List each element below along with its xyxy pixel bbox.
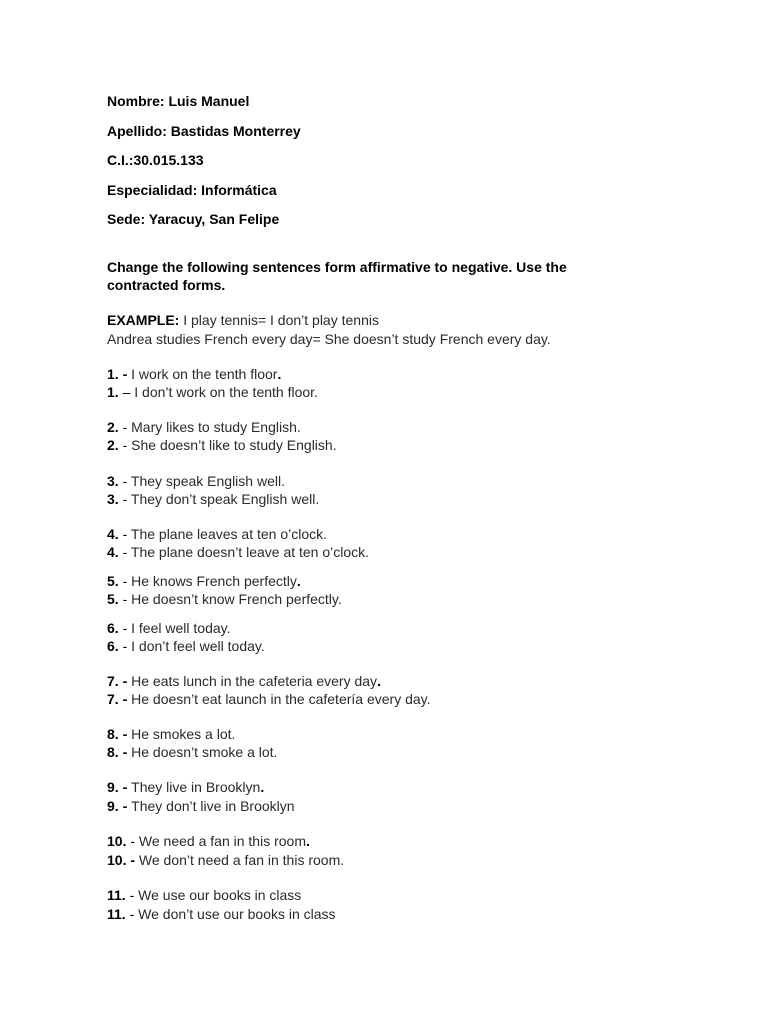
exercise-number: 4. [107, 526, 119, 542]
field-ci: C.I.:30.015.133 [107, 152, 204, 168]
exercise-separator: - [118, 620, 132, 636]
negative-sentence: They don’t speak English well. [130, 491, 320, 507]
field-sede: Sede: Yaracuy, San Felipe [107, 211, 280, 227]
field-especialidad: Especialidad: Informática [107, 182, 277, 198]
negative-sentence: They don’t live in Brooklyn [131, 798, 295, 814]
exercise-number: 5. [107, 573, 119, 589]
exercise-2-negative [107, 436, 337, 454]
affirmative-sentence: We use our books in class [138, 887, 302, 903]
affirmative-sentence: They live in Brooklyn [131, 779, 261, 795]
negative-sentence: I don’t feel well today. [131, 638, 265, 654]
exercise-4-negative [107, 543, 369, 561]
exercise-number: 7. [107, 691, 119, 707]
exercise-separator: - [118, 526, 131, 542]
exercise-number: 10. [107, 852, 127, 868]
exercise-number: 2. [107, 437, 119, 453]
affirmative-sentence: They speak English well. [130, 473, 285, 489]
exercise-3-affirmative [107, 472, 285, 490]
exercise-separator: - [118, 366, 132, 382]
field-apellido: Apellido: Bastidas Monterrey [107, 123, 301, 139]
negative-sentence: We don’t need a fan in this room. [138, 852, 345, 868]
negative-sentence: He doesn’t smoke a lot. [131, 744, 278, 760]
exercise-10-negative [107, 851, 344, 869]
exercise-number: 3. [107, 473, 119, 489]
instructions-line-1: Change the following sentences form affirmative to negative. Use the [107, 259, 567, 275]
affirmative-sentence: We need a fan in this room [138, 833, 306, 849]
exercise-separator: - [118, 798, 132, 814]
sentence-period: . [260, 779, 265, 795]
exercise-number: 1. [107, 366, 119, 382]
affirmative-sentence: Mary likes to study English. [131, 419, 301, 435]
exercise-separator: - [118, 638, 132, 654]
exercise-11-affirmative [107, 886, 301, 904]
sentence-period: . [296, 573, 301, 589]
exercise-3-negative [107, 490, 319, 508]
negative-sentence: She doesn’t like to study English. [131, 437, 337, 453]
exercise-number: 11. [107, 887, 126, 903]
affirmative-sentence: The plane leaves at ten o’clock. [130, 526, 328, 542]
exercise-7-affirmative [107, 672, 381, 690]
exercise-7-negative [107, 690, 431, 708]
negative-sentence: We don’t use our books in class [138, 906, 336, 922]
affirmative-sentence: I feel well today. [131, 620, 231, 636]
exercise-separator: - [125, 887, 139, 903]
exercise-separator: - [118, 419, 132, 435]
exercise-separator: - [126, 852, 139, 868]
exercise-number: 7. [107, 673, 119, 689]
exercise-8-affirmative [107, 725, 235, 743]
exercise-separator: - [118, 691, 132, 707]
exercise-separator: - [118, 544, 131, 560]
exercise-separator: - [118, 726, 132, 742]
exercise-number: 9. [107, 779, 119, 795]
exercise-10-affirmative [107, 832, 310, 850]
negative-sentence: He doesn’t know French perfectly. [131, 591, 342, 607]
field-nombre: Nombre: Luis Manuel [107, 93, 250, 109]
exercise-separator: - [118, 573, 132, 589]
sentence-period: . [277, 366, 282, 382]
exercise-separator: - [118, 473, 131, 489]
exercise-number: 8. [107, 726, 119, 742]
exercise-number: 6. [107, 620, 119, 636]
exercise-number: 5. [107, 591, 119, 607]
example-line-2: Andrea studies French every day= She doesn’t study French every day. [107, 331, 551, 347]
exercise-number: 9. [107, 798, 119, 814]
exercise-separator: – [118, 384, 135, 400]
exercise-number: 2. [107, 419, 119, 435]
exercise-2-affirmative [107, 418, 301, 436]
exercise-number: 6. [107, 638, 119, 654]
negative-sentence: I don’t work on the tenth floor. [134, 384, 318, 400]
exercise-number: 10. [107, 833, 127, 849]
exercise-1-affirmative [107, 365, 281, 383]
affirmative-sentence: I work on the tenth floor [131, 366, 278, 382]
exercise-separator: - [118, 591, 132, 607]
exercise-9-negative [107, 797, 295, 815]
exercise-11-negative [107, 905, 336, 923]
exercise-separator: - [118, 437, 132, 453]
example-label: EXAMPLE: [107, 312, 180, 328]
negative-sentence: He doesn’t eat launch in the cafetería every day. [131, 691, 431, 707]
negative-sentence: The plane doesn’t leave at ten o’clock. [130, 544, 370, 560]
affirmative-sentence: He smokes a lot. [131, 726, 236, 742]
exercise-8-negative [107, 743, 277, 761]
affirmative-sentence: He knows French perfectly [131, 573, 297, 589]
exercise-1-negative [107, 383, 318, 401]
exercise-4-affirmative [107, 525, 327, 543]
example-text-1: I play tennis= I don’t play tennis [179, 312, 379, 328]
exercise-separator: - [125, 906, 139, 922]
exercise-number: 3. [107, 491, 119, 507]
exercise-number: 8. [107, 744, 119, 760]
exercise-separator: - [118, 744, 132, 760]
sentence-period: . [305, 833, 310, 849]
exercise-9-affirmative [107, 778, 264, 796]
affirmative-sentence: He eats lunch in the cafeteria every day [131, 673, 378, 689]
exercise-5-negative [107, 590, 342, 608]
exercise-number: 1. [107, 384, 119, 400]
exercise-separator: - [118, 779, 132, 795]
exercise-6-affirmative [107, 619, 231, 637]
exercise-number: 11. [107, 906, 126, 922]
exercise-number: 4. [107, 544, 119, 560]
exercise-separator: - [118, 673, 132, 689]
example-line-1 [107, 311, 379, 329]
sentence-period: . [377, 673, 381, 689]
exercise-separator: - [126, 833, 139, 849]
exercise-5-affirmative [107, 572, 301, 590]
exercise-6-negative [107, 637, 265, 655]
instructions-line-2: contracted forms. [107, 277, 226, 293]
exercise-separator: - [118, 491, 131, 507]
